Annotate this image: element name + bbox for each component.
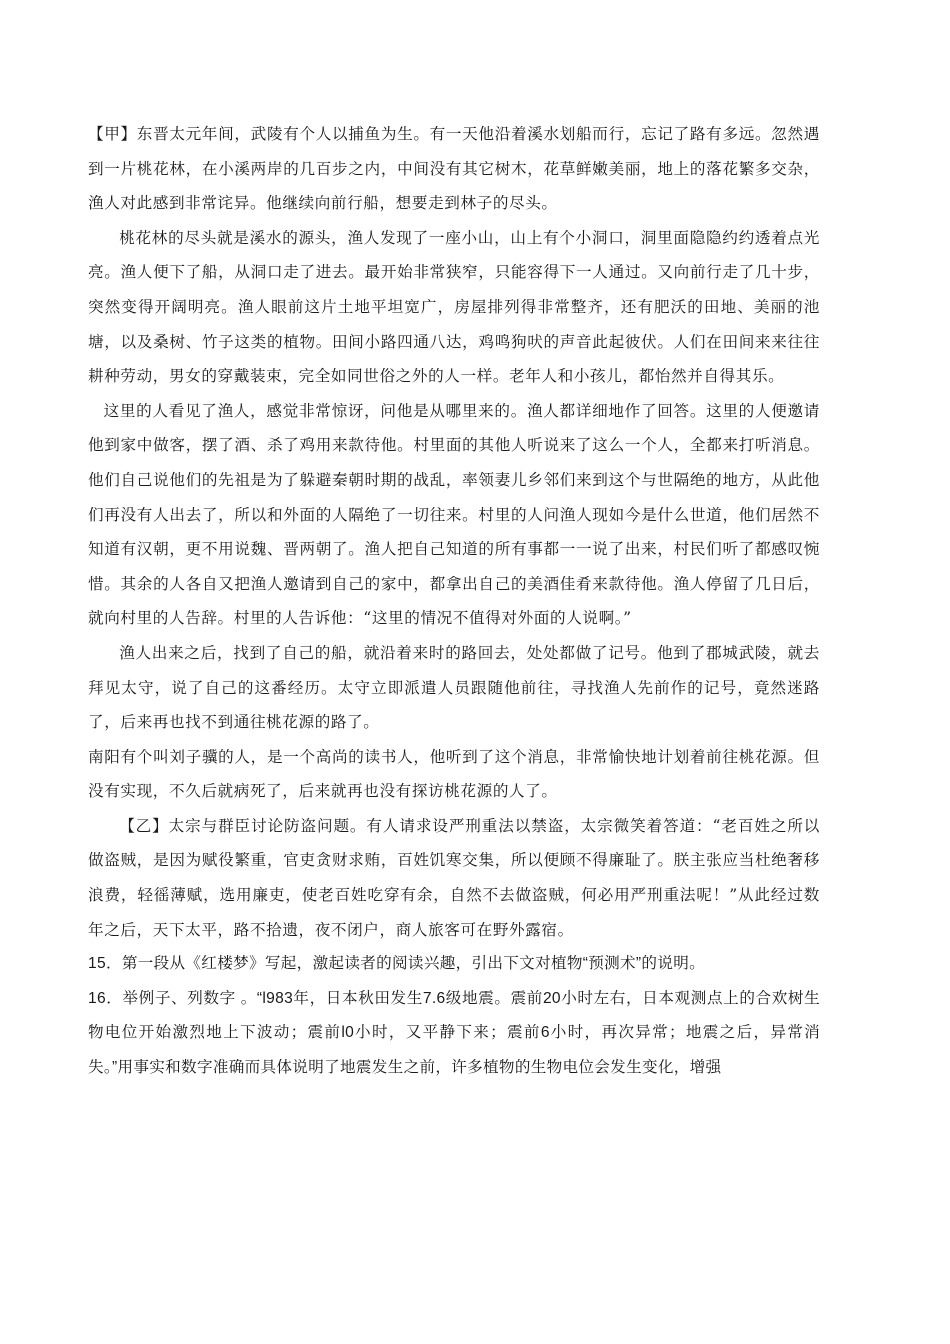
- document-body: [88, 117, 820, 1086]
- paragraph-yi-taizong: 【乙】太宗与群臣讨论防盗问题。有人请求设严刑重法以禁盗，太宗微笑着答道：“老百姓之所以做盗贼，是因为赋役繁重，官吏贪财求贿，百姓饥寒交集，所以便顾不得廉耻了。朕主张应当杜绝奢移浪费，轻徭薄赋，选用廉吏，使老百姓吃穿有余，自然不去做盗贼，何必用严刑重法呢！”从此经过数年之后，天下太平，路不拾遗，夜不闭户，商人旅客可在野外露宿。: [88, 816, 820, 939]
- paragraph-liu-ziji: 南阳有个叫刘子骥的人，是一个高尚的读书人，他听到了这个消息，非常愉快地计划着前往桃花源。但没有实现，不久后就病死了，后来就再也没有探访桃花源的人了。: [88, 747, 820, 801]
- paragraph-peach-grove: 桃花林的尽头就是溪水的源头，渔人发现了一座小山，山上有个小洞口，洞里面隐隐约约透着点光亮。渔人便下了船，从洞口走了进去。最开始非常狭窄，只能容得下一人通过。又向前行走了几十步，突然变得开阔明亮。渔人眼前这片土地平坦宽广，房屋排列得非常整齐，还有肥沃的田地、美丽的池塘，以及桑树、竹子这类的植物。田间小路四通八达，鸡鸣狗吠的声音此起彼伏。人们在田间来来往往耕种劳动，男女的穿戴装束，完全如同世俗之外的人一样。老年人和小孩儿，都怡然并自得其乐。: [88, 228, 820, 386]
- paragraph-jia-intro: 【甲】东晋太元年间，武陵有个人以捕鱼为生。有一天他沿着溪水划船而行，忘记了路有多远。忽然遇到一片桃花林，在小溪两岸的几百步之内，中间没有其它树木，花草鲜嫩美丽，地上的落花繁多交杂，渔人对此感到非常诧异。他继续向前行船，想要走到林子的尽头。: [88, 125, 820, 213]
- paragraph-villagers: 这里的人看见了渔人，感觉非常惊讶，问他是从哪里来的。渔人都详细地作了回答。这里的人便邀请他到家中做客，摆了酒、杀了鸡用来款待他。村里面的其他人听说来了这么一个人，全都来打听消息。他们自己说他们的先祖是为了躲避秦朝时期的战乱，率领妻儿乡邻们来到这个与世隔绝的地方，从此他们再没有人出去了，所以和外面的人隔绝了一切往来。村里的人问渔人现如今是什么世道，他们居然不知道有汉朝，更不用说魏、晋两朝了。渔人把自己知道的所有事都一一说了出来，村民们听了都感叹惋惜。其余的人各自又把渔人邀请到自己的家中，都拿出自己的美酒佳肴来款待他。渔人停留了几日后，就向村里的人告辞。村里的人告诉他：“这里的情况不值得对外面的人说啊。”: [88, 401, 820, 628]
- answer-15: 15．第一段从《红楼梦》写起，激起读者的阅读兴趣，引出下文对植物“预测术”的说明。: [88, 955, 705, 973]
- paragraph-return: 渔人出来之后，找到了自己的船，就沿着来时的路回去，处处都做了记号。他到了郡城武陵，就去拜见太守，说了自己的这番经历。太守立即派遣人员跟随他前往，寻找渔人先前作的记号，竟然迷路了，后来再也找不到通往桃花源的路了。: [88, 643, 820, 732]
- answer-16: 16．举例子、列数字 。“l983年，日本秋田发生7.6级地震。震前20小时左右，日本观测点上的合欢树生物电位开始激烈地上下波动；震前l0小时，又平静下来；震前6小时，再次异常；地震之后，异常消失。”用事实和数字准确而具体说明了地震发生之前，许多植物的生物电位会发生变化，增强: [88, 989, 820, 1077]
